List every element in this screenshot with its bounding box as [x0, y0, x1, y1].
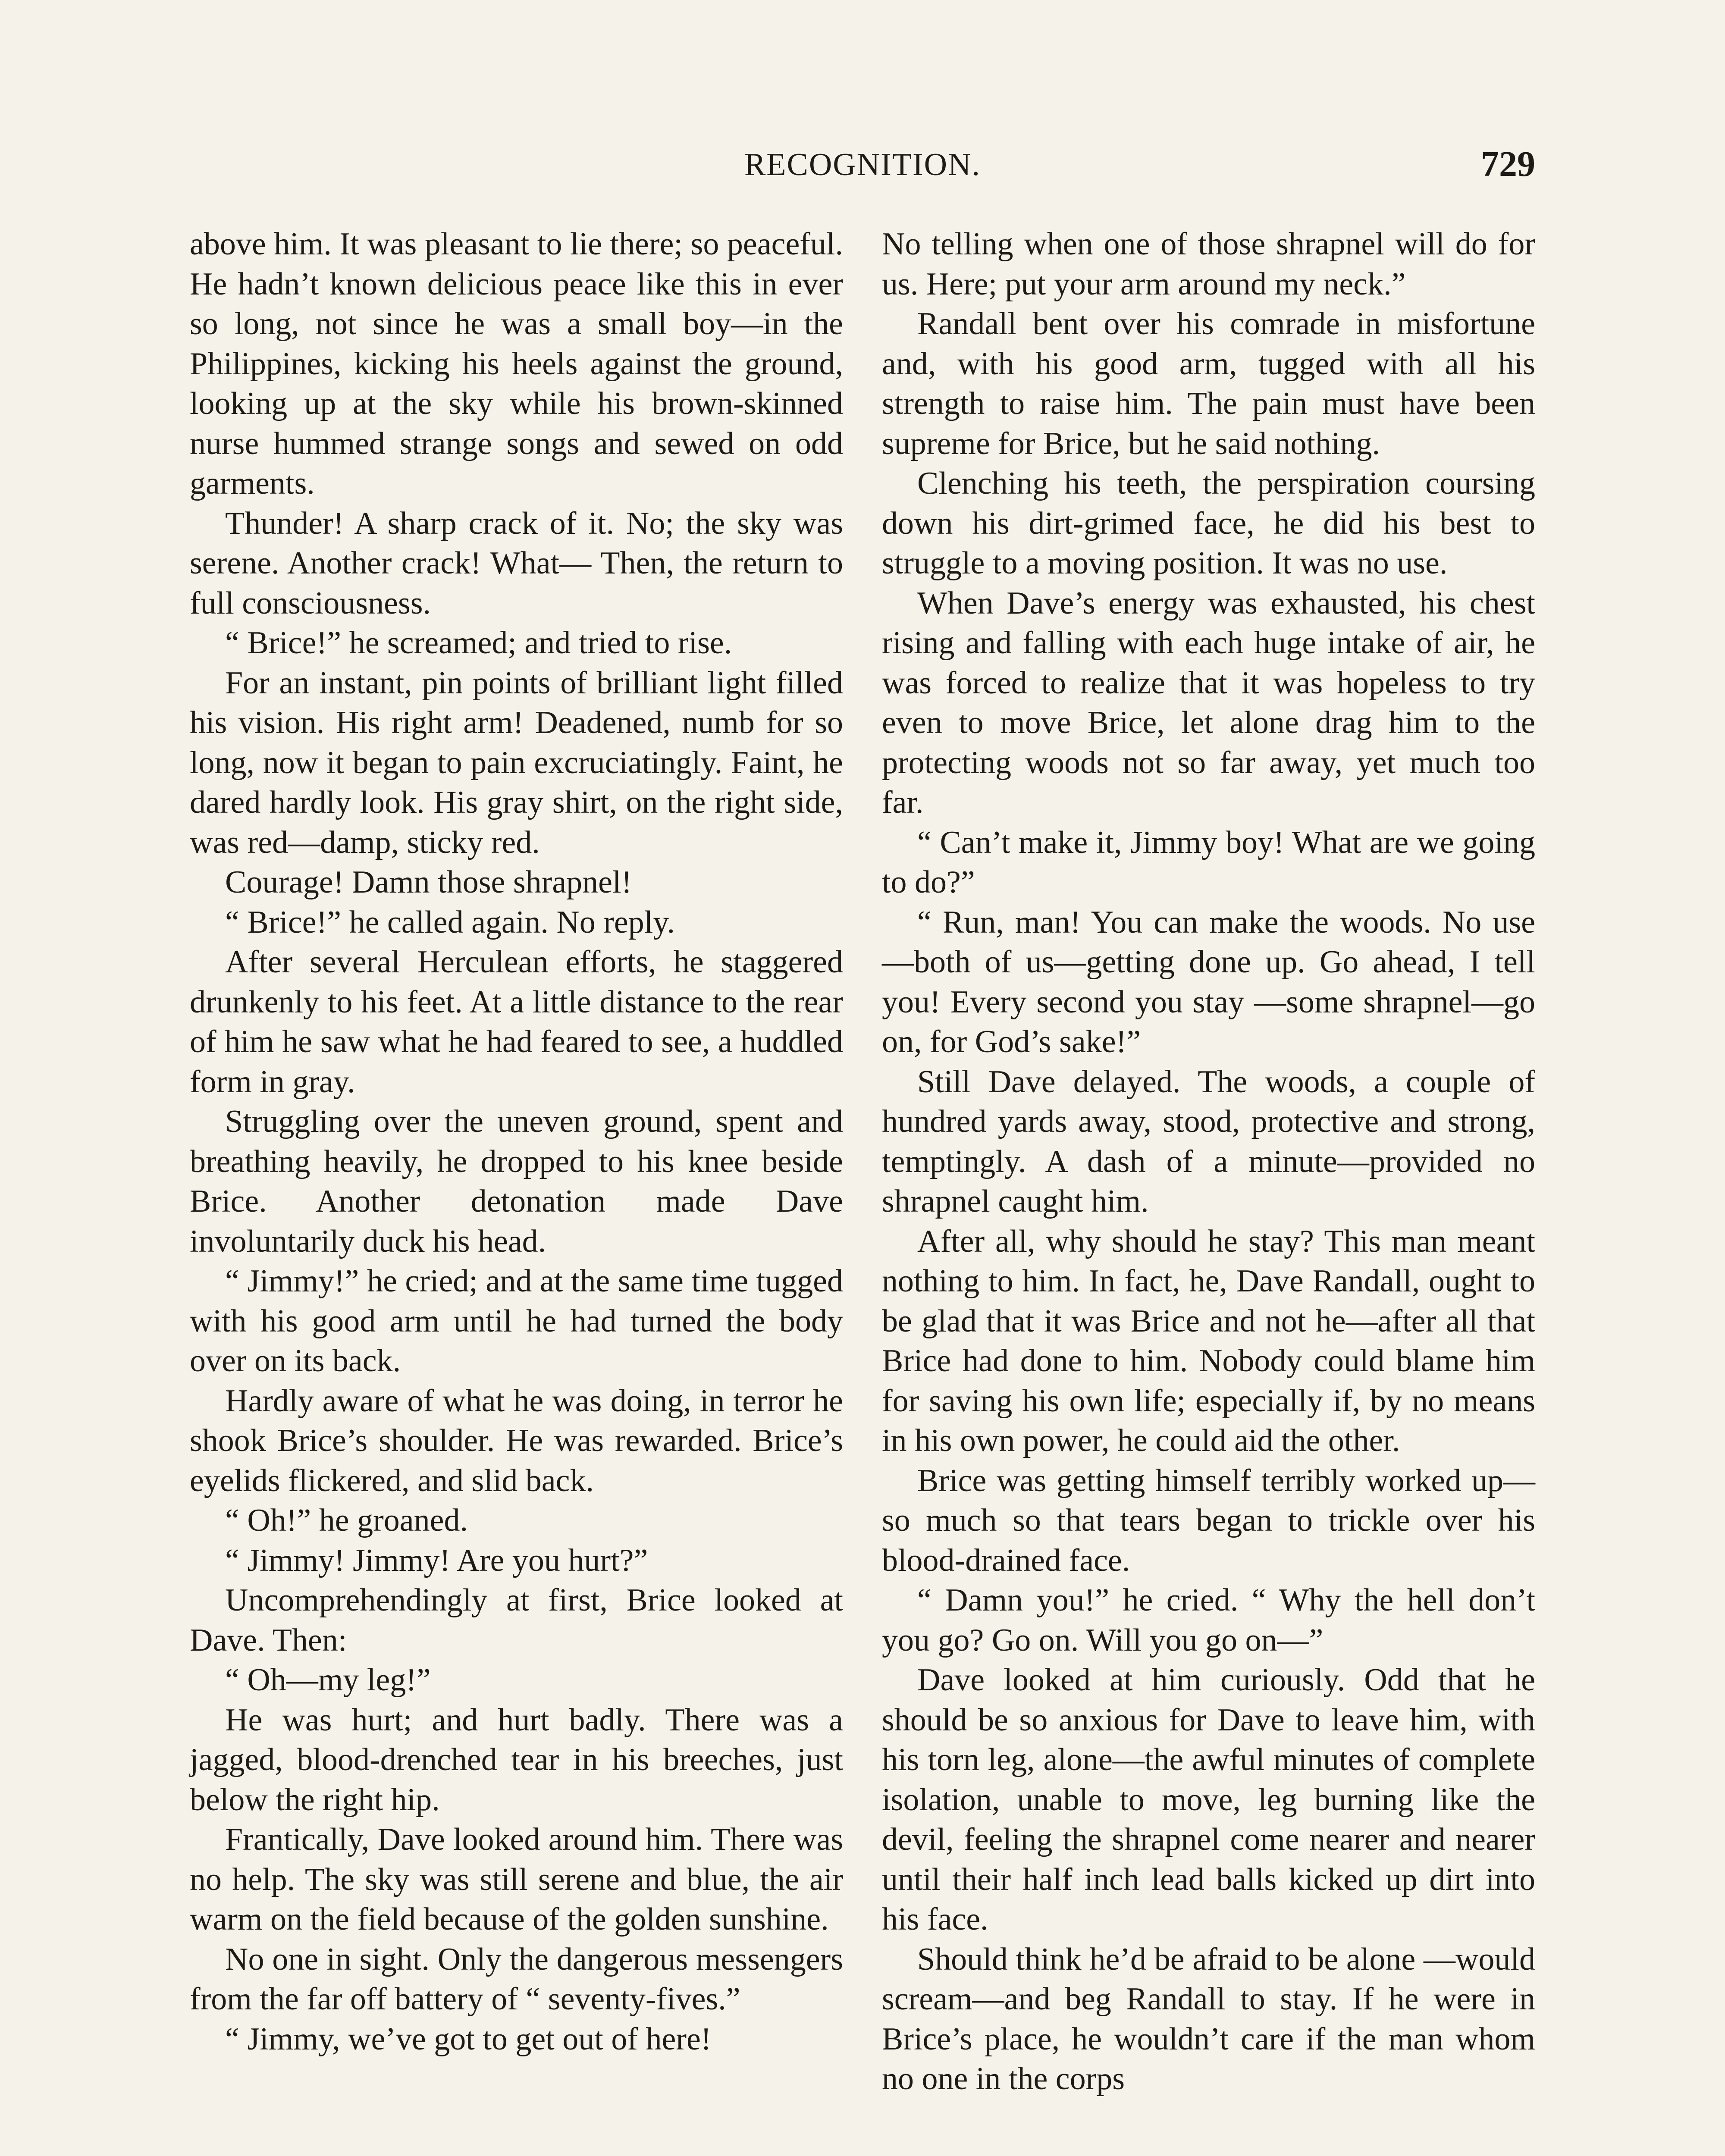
- paragraph: Uncomprehendingly at first, Brice looked at Dave. Then:: [190, 1583, 843, 1658]
- paragraph: “ Oh—my leg!”: [225, 1662, 431, 1698]
- left-text-column: [190, 224, 843, 2059]
- paragraph: “ Jimmy!” he cried; and at the same time tugged with his good arm until he had turned the body over on its back.: [190, 1263, 843, 1379]
- paragraph: Randall bent over his comrade in misfortune and, with his good arm, tugged with all his strength to raise him. The pain must have been supreme for Brice, but he said nothing.: [882, 306, 1535, 461]
- paragraph: “ Jimmy! Jimmy! Are you hurt?”: [225, 1542, 648, 1578]
- paragraph: He was hurt; and hurt badly. There was a jagged, blood-drenched tear in his breeches, just below the right hip.: [190, 1702, 843, 1818]
- paragraph: After several Herculean efforts, he staggered drunkenly to his feet. At a little distance to the rear of him he saw what he had feared to see, a huddled form in gray.: [190, 944, 843, 1100]
- paragraph: No one in sight. Only the dangerous messengers from the far off battery of “ seventy-fives.”: [190, 1941, 843, 2017]
- right-text-column: [882, 224, 1535, 2099]
- paragraph: No telling when one of those shrapnel will do for us. Here; put your arm around my neck.”: [882, 226, 1535, 302]
- paragraph: “ Brice!” he called again. No reply.: [225, 904, 675, 940]
- paragraph: Clenching his teeth, the perspiration coursing down his dirt-grimed face, he did his best to struggle to a moving position. It was no use.: [882, 466, 1535, 581]
- paragraph: For an instant, pin points of brilliant light filled his vision. His right arm! Deadened, numb for so long, now it began to pain excruciatingly. Faint, he dared hardly look. His gray shirt, on the right side, was red—damp, sticky red.: [190, 665, 843, 860]
- paragraph: “ Run, man! You can make the woods. No use—both of us—getting done up. Go ahead, I tell you! Every second you stay —some shrapnel—go on, for God’s sake!”: [882, 904, 1535, 1059]
- paragraph: When Dave’s energy was exhausted, his chest rising and falling with each huge intake of air, he was forced to realize that it was hopeless to try even to move Brice, let alone drag him to the protecting woods not so far away, yet much too far.: [882, 585, 1535, 820]
- chapter-title: RECOGNITION.: [744, 147, 981, 182]
- paragraph: Should think he’d be afraid to be alone —would scream—and beg Randall to stay. If he were in Brice’s place, he wouldn’t care if the man whom no one in the corps: [882, 1941, 1535, 2096]
- paragraph: Still Dave delayed. The woods, a couple of hundred yards away, stood, protective and strong, temptingly. A dash of a minute—provided no shrapnel caught him.: [882, 1064, 1535, 1219]
- paragraph: Frantically, Dave looked around him. There was no help. The sky was still serene and blue, the air warm on the field because of the golden sunshine.: [190, 1822, 843, 1937]
- paragraph: Thunder! A sharp crack of it. No; the sky was serene. Another crack! What— Then, the return to full consciousness.: [190, 505, 843, 621]
- paragraph: “ Jimmy, we’ve got to get out of here!: [225, 2021, 712, 2057]
- paragraph: Brice was getting himself terribly worked up—so much so that tears began to trickle over his blood-drained face.: [882, 1463, 1535, 1578]
- paragraph: Dave looked at him curiously. Odd that he should be so anxious for Dave to leave him, with his torn leg, alone—the awful minutes of complete isolation, unable to move, leg burning like the devil, feeling the shrapnel come nearer and nearer until their half inch lead balls kicked up dirt into his face.: [882, 1662, 1535, 1937]
- paragraph: After all, why should he stay? This man meant nothing to him. In fact, he, Dave Randall, ought to be glad that it was Brice and not he—after all that Brice had done to him. Nobody could blame him for saving his own life; especially if, by no means in his own power, he could aid the other.: [882, 1223, 1535, 1458]
- running-head: [190, 138, 1535, 190]
- paragraph: Struggling over the uneven ground, spent and breathing heavily, he dropped to his knee beside Brice. Another detonation made Dave involuntarily duck his head.: [190, 1104, 843, 1259]
- paragraph: Courage! Damn those shrapnel!: [225, 865, 632, 900]
- paragraph: “ Oh!” he groaned.: [225, 1503, 468, 1538]
- paragraph: “ Damn you!” he cried. “ Why the hell don’t you go? Go on. Will you go on—”: [882, 1583, 1535, 1658]
- page-number: 729: [1481, 144, 1535, 184]
- paragraph: “ Brice!” he screamed; and tried to rise.: [225, 625, 732, 661]
- paragraph: “ Can’t make it, Jimmy boy! What are we going to do?”: [882, 824, 1535, 900]
- paragraph: Hardly aware of what he was doing, in terror he shook Brice’s shoulder. He was rewarded. Brice’s eyelids flickered, and slid back.: [190, 1383, 843, 1498]
- paragraph: above him. It was pleasant to lie there; so peaceful. He hadn’t known delicious peace like this in ever so long, not since he was a small boy—in the Philippines, kicking his heels against the ground, looking up at the sky while his brown-skinned nurse hummed strange songs and sewed on odd garments.: [190, 226, 843, 501]
